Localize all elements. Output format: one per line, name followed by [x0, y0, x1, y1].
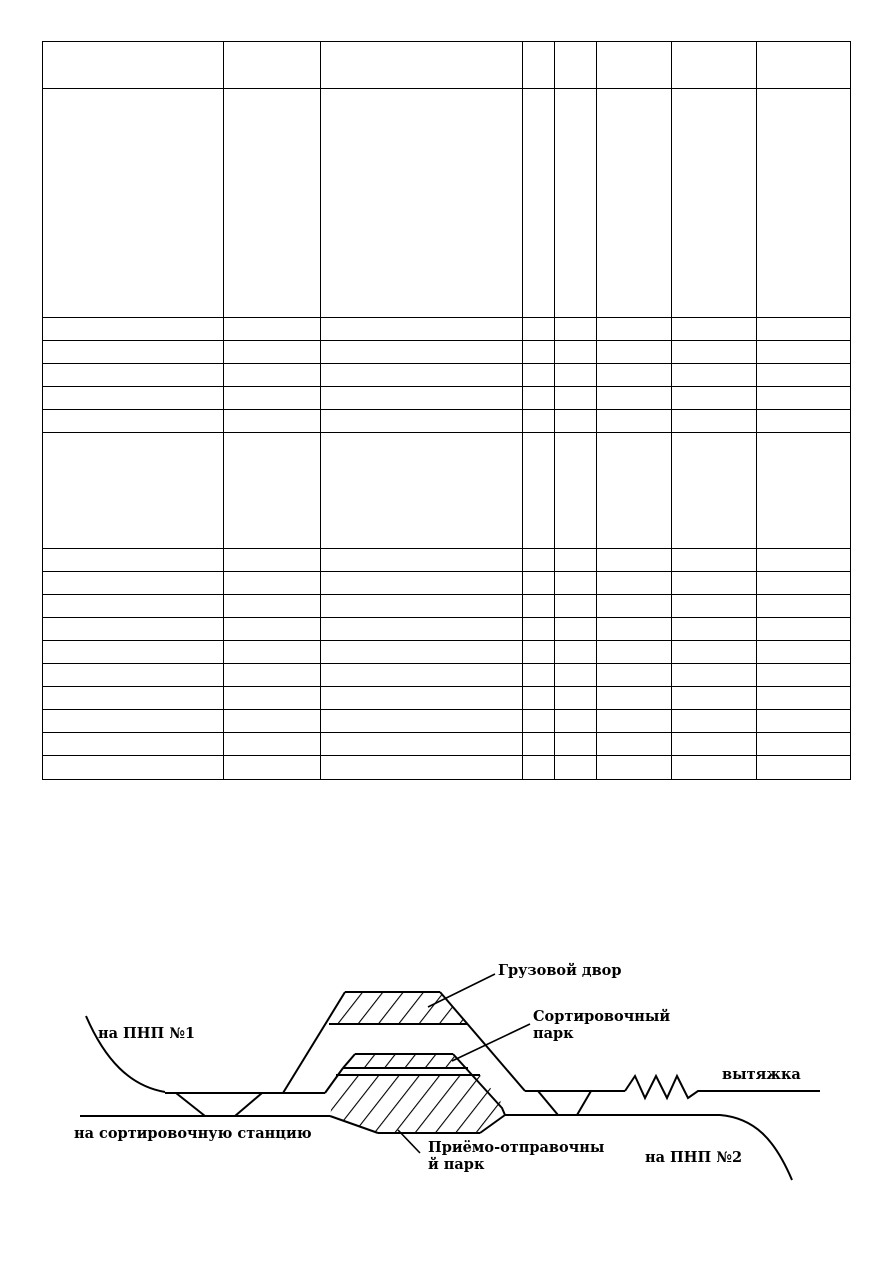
table-cell: [43, 687, 224, 710]
label-sorting-park-1: Сортировочный: [533, 1008, 671, 1025]
table-cell: [43, 641, 224, 664]
table-cell: [597, 618, 672, 641]
table-cell: [757, 410, 851, 433]
table-cell: [224, 595, 321, 618]
leader-sorting-park: [452, 1024, 530, 1061]
table-cell: [597, 595, 672, 618]
table-cell: [597, 318, 672, 341]
table-row: [43, 733, 851, 756]
table-cell: [224, 387, 321, 410]
table-row: [43, 387, 851, 410]
table-cell: [757, 664, 851, 687]
table-cell: [555, 687, 597, 710]
table-cell: [523, 549, 555, 572]
table-cell: [321, 387, 523, 410]
table-cell: [757, 641, 851, 664]
table-cell: [224, 410, 321, 433]
table-row: [43, 549, 851, 572]
table-cell: [224, 572, 321, 595]
station-scheme-diagram: [0, 940, 893, 1190]
table-cell: [224, 687, 321, 710]
table-cell: [523, 595, 555, 618]
table-cell: [43, 89, 224, 318]
table-cell: [757, 687, 851, 710]
table-cell: [555, 733, 597, 756]
table-cell: [757, 595, 851, 618]
table-cell: [321, 433, 523, 549]
table-cell: [597, 710, 672, 733]
table-cell: [224, 42, 321, 89]
table-cell: [321, 641, 523, 664]
table-cell: [523, 733, 555, 756]
table-cell: [321, 710, 523, 733]
table-cell: [523, 341, 555, 364]
table-row: [43, 756, 851, 780]
table-cell: [43, 733, 224, 756]
table-cell: [597, 89, 672, 318]
table-cell: [321, 549, 523, 572]
table-row: [43, 433, 851, 549]
table-cell: [321, 756, 523, 780]
table-cell: [224, 318, 321, 341]
empty-table: [42, 41, 851, 780]
table-cell: [672, 364, 757, 387]
table-cell: [672, 687, 757, 710]
table-cell: [597, 42, 672, 89]
table-cell: [597, 364, 672, 387]
table-cell: [523, 664, 555, 687]
table-cell: [555, 318, 597, 341]
table-cell: [43, 364, 224, 387]
table-cell: [555, 549, 597, 572]
table-cell: [43, 549, 224, 572]
table-cell: [321, 687, 523, 710]
table-cell: [757, 364, 851, 387]
table-cell: [672, 756, 757, 780]
table-cell: [43, 618, 224, 641]
table-cell: [224, 733, 321, 756]
table-row: [43, 364, 851, 387]
table-cell: [523, 710, 555, 733]
table-cell: [672, 341, 757, 364]
table-cell: [321, 664, 523, 687]
table-cell: [597, 549, 672, 572]
table-cell: [597, 410, 672, 433]
sorting-park-hatch: [345, 1054, 465, 1068]
table-cell: [555, 410, 597, 433]
table-row: [43, 710, 851, 733]
label-receiving-park-1: Приёмо-отправочны: [428, 1139, 605, 1156]
table-cell: [523, 42, 555, 89]
table-cell: [321, 89, 523, 318]
table-cell: [672, 664, 757, 687]
table-cell: [523, 572, 555, 595]
table-row: [43, 618, 851, 641]
table-cell: [555, 572, 597, 595]
table-cell: [597, 687, 672, 710]
crossover: [235, 1093, 262, 1116]
table-row: [43, 341, 851, 364]
table-cell: [757, 756, 851, 780]
label-to-sorting-station: на сортировочную станцию: [74, 1125, 312, 1142]
table-cell: [555, 89, 597, 318]
table-cell: [672, 618, 757, 641]
table-cell: [555, 595, 597, 618]
table-cell: [321, 42, 523, 89]
table-cell: [321, 572, 523, 595]
leader-freight-yard: [428, 974, 495, 1007]
table-cell: [757, 89, 851, 318]
table-cell: [523, 364, 555, 387]
crossover: [176, 1093, 205, 1116]
table-cell: [523, 410, 555, 433]
table-cell: [224, 756, 321, 780]
table-cell: [757, 341, 851, 364]
label-sorting-park-2: парк: [533, 1025, 574, 1042]
table-cell: [672, 549, 757, 572]
table-cell: [597, 733, 672, 756]
table-cell: [523, 641, 555, 664]
table-cell: [597, 433, 672, 549]
table-cell: [321, 341, 523, 364]
table-cell: [555, 618, 597, 641]
table-cell: [757, 318, 851, 341]
table-cell: [757, 710, 851, 733]
table-cell: [43, 410, 224, 433]
table-cell: [224, 641, 321, 664]
table-cell: [523, 618, 555, 641]
table-cell: [224, 364, 321, 387]
table-row: [43, 641, 851, 664]
label-freight-yard: Грузовой двор: [498, 962, 622, 979]
table-cell: [555, 341, 597, 364]
table-row: [43, 687, 851, 710]
table-cell: [43, 341, 224, 364]
table-cell: [321, 364, 523, 387]
table-cell: [555, 641, 597, 664]
table-cell: [224, 618, 321, 641]
table-cell: [757, 433, 851, 549]
table-body: [43, 42, 851, 780]
table-cell: [523, 387, 555, 410]
table-cell: [597, 641, 672, 664]
table-cell: [672, 410, 757, 433]
table-cell: [672, 710, 757, 733]
table-cell: [224, 664, 321, 687]
table-row: [43, 572, 851, 595]
table-cell: [672, 733, 757, 756]
table-cell: [224, 710, 321, 733]
label-receiving-park-2: й парк: [428, 1156, 485, 1173]
table-cell: [224, 549, 321, 572]
table-cell: [321, 410, 523, 433]
table-row: [43, 42, 851, 89]
table-row: [43, 410, 851, 433]
table-cell: [672, 42, 757, 89]
table-cell: [597, 341, 672, 364]
table-cell: [672, 572, 757, 595]
crossover: [577, 1091, 591, 1115]
label-to-pnp1: на ПНП №1: [98, 1025, 196, 1042]
table-row: [43, 664, 851, 687]
table-cell: [555, 756, 597, 780]
table-cell: [523, 433, 555, 549]
table-cell: [555, 42, 597, 89]
table-cell: [672, 387, 757, 410]
table-cell: [523, 89, 555, 318]
track-to-pnp2: [720, 1115, 792, 1180]
table-cell: [555, 433, 597, 549]
table-row: [43, 318, 851, 341]
table-cell: [757, 733, 851, 756]
table-cell: [757, 572, 851, 595]
table-cell: [224, 89, 321, 318]
label-pull-track: вытяжка: [722, 1066, 801, 1083]
table-cell: [43, 595, 224, 618]
table-cell: [43, 710, 224, 733]
table-cell: [43, 664, 224, 687]
table-row: [43, 595, 851, 618]
table-cell: [224, 341, 321, 364]
table-cell: [672, 595, 757, 618]
table-row: [43, 89, 851, 318]
table-cell: [43, 433, 224, 549]
table-cell: [672, 641, 757, 664]
table-cell: [672, 318, 757, 341]
table-cell: [43, 387, 224, 410]
table-cell: [224, 433, 321, 549]
table-cell: [555, 364, 597, 387]
freight-yard-hatch: [329, 992, 467, 1024]
table-cell: [555, 387, 597, 410]
table-cell: [757, 549, 851, 572]
table-cell: [523, 756, 555, 780]
crossover: [538, 1091, 558, 1115]
table-cell: [43, 318, 224, 341]
table-cell: [672, 89, 757, 318]
table-cell: [43, 42, 224, 89]
table-cell: [43, 572, 224, 595]
table-cell: [523, 318, 555, 341]
table-cell: [672, 433, 757, 549]
table-cell: [555, 710, 597, 733]
table-cell: [597, 572, 672, 595]
table-cell: [757, 387, 851, 410]
table-cell: [321, 318, 523, 341]
table-cell: [321, 618, 523, 641]
table-cell: [757, 42, 851, 89]
table-cell: [523, 687, 555, 710]
table-cell: [321, 733, 523, 756]
table-cell: [597, 664, 672, 687]
table-cell: [757, 618, 851, 641]
table-cell: [555, 664, 597, 687]
table-cell: [321, 595, 523, 618]
table-cell: [597, 756, 672, 780]
table-cell: [597, 387, 672, 410]
table-cell: [43, 756, 224, 780]
label-to-pnp2: на ПНП №2: [645, 1149, 743, 1166]
